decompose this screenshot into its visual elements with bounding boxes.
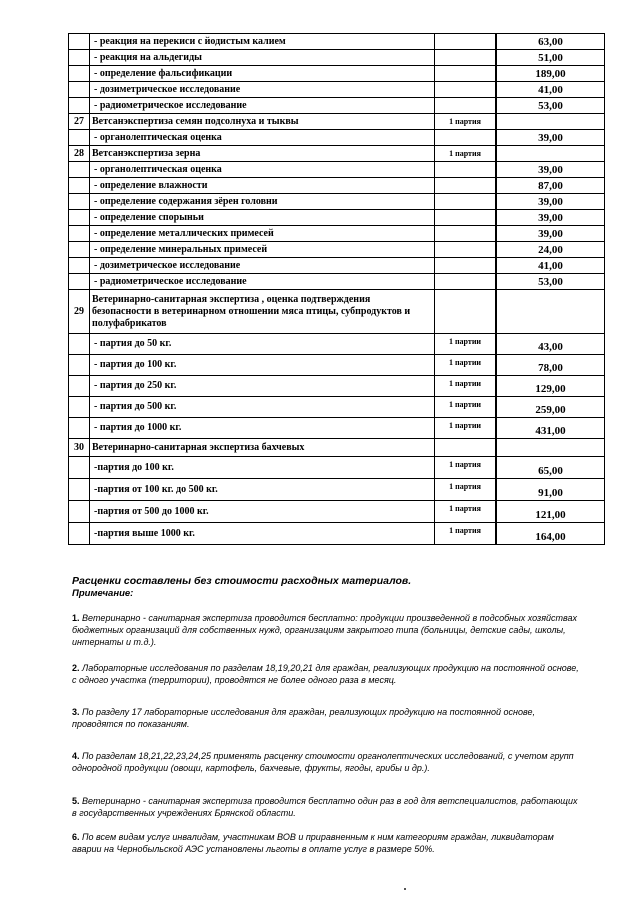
table-row xyxy=(69,82,605,98)
unit-cell: 1 партия xyxy=(435,457,497,479)
unit-cell: 1 партии xyxy=(435,334,497,355)
row-number-cell xyxy=(69,501,90,523)
unit-cell: 1 партии xyxy=(435,376,497,397)
description-cell: - определение минеральных примесей xyxy=(90,242,435,258)
price-cell: 431,00 xyxy=(496,418,605,439)
description-cell: - органолептическая оценка xyxy=(90,162,435,178)
row-number-cell xyxy=(69,334,90,355)
note-text: Ветеринарно - санитарная экспертиза проводится бесплатно: продукции произведенной в подсобных хозяйствах бюджетных организаций для собственных нужд, организациям закрытого типа (больницы, детские сады, школы, интернаты и т.д.). xyxy=(72,613,578,647)
table-row xyxy=(69,439,605,457)
row-number-cell xyxy=(69,397,90,418)
note-number: 6. xyxy=(72,832,80,842)
table-row xyxy=(69,376,605,397)
unit-cell: 1 партии xyxy=(435,397,497,418)
unit-cell: 1 партии xyxy=(435,418,497,439)
note-number: 4. xyxy=(72,751,80,761)
price-cell: 39,00 xyxy=(496,162,605,178)
row-number-cell xyxy=(69,98,90,114)
unit-cell xyxy=(435,258,497,274)
description-cell: - радиометрическое исследование xyxy=(90,98,435,114)
price-cell: 53,00 xyxy=(496,98,605,114)
notes-heading: Примечание: xyxy=(72,588,134,599)
row-number-cell xyxy=(69,418,90,439)
note-6 xyxy=(72,831,582,855)
table-row xyxy=(69,98,605,114)
description-cell: - определение спорыньи xyxy=(90,210,435,226)
description-cell: Ветсанэкспертиза семян подсолнуха и тыквы xyxy=(90,114,435,130)
unit-cell xyxy=(435,50,497,66)
note-number: 1. xyxy=(72,613,80,623)
description-cell: Ветеринарно-санитарная экспертиза бахчевых xyxy=(90,439,435,457)
table-row xyxy=(69,130,605,146)
description-cell: - органолептическая оценка xyxy=(90,130,435,146)
unit-cell xyxy=(435,439,497,457)
table-row xyxy=(69,66,605,82)
description-cell: - партия до 100 кг. xyxy=(90,355,435,376)
unit-cell xyxy=(435,162,497,178)
price-cell: 24,00 xyxy=(496,242,605,258)
table-row xyxy=(69,523,605,545)
row-number-cell xyxy=(69,210,90,226)
note-1 xyxy=(72,612,582,648)
unit-cell xyxy=(435,290,497,334)
row-number-cell xyxy=(69,226,90,242)
price-cell: 41,00 xyxy=(496,82,605,98)
description-cell: -партия от 500 до 1000 кг. xyxy=(90,501,435,523)
row-number-cell: 29 xyxy=(69,290,90,334)
row-number-cell xyxy=(69,82,90,98)
table-row xyxy=(69,210,605,226)
row-number-cell xyxy=(69,242,90,258)
row-number-cell xyxy=(69,355,90,376)
price-cell: 65,00 xyxy=(496,457,605,479)
note-number: 5. xyxy=(72,796,80,806)
unit-cell xyxy=(435,34,497,50)
note-text: По разделу 17 лабораторные исследования для граждан, реализующих продукцию на постоянной основе, проводятся по показаниям. xyxy=(72,707,535,729)
price-cell: 78,00 xyxy=(496,355,605,376)
table-row xyxy=(69,146,605,162)
unit-cell xyxy=(435,226,497,242)
note-5 xyxy=(72,795,582,819)
price-cell: 63,00 xyxy=(496,34,605,50)
note-text: Лабораторные исследования по разделам 18,19,20,21 для граждан, реализующих продукцию на постоянной основе, с одного участка (территории), проводятся не более одного раза в месяц. xyxy=(72,663,579,685)
row-number-cell: 30 xyxy=(69,439,90,457)
table-row xyxy=(69,258,605,274)
unit-cell: 1 партия xyxy=(435,501,497,523)
price-cell: 87,00 xyxy=(496,178,605,194)
note-3 xyxy=(72,706,582,730)
row-number-cell xyxy=(69,274,90,290)
description-cell: Ветсанэкспертиза зерна xyxy=(90,146,435,162)
row-number-cell xyxy=(69,34,90,50)
price-cell: 51,00 xyxy=(496,50,605,66)
table-row xyxy=(69,242,605,258)
row-number-cell xyxy=(69,50,90,66)
row-number-cell xyxy=(69,162,90,178)
unit-cell xyxy=(435,130,497,146)
table-row xyxy=(69,290,605,334)
table-row xyxy=(69,114,605,130)
description-cell: - реакция на альдегиды xyxy=(90,50,435,66)
description-cell: - определение влажности xyxy=(90,178,435,194)
price-cell: 164,00 xyxy=(496,523,605,545)
pricing-remark: Расценки составлены без стоимости расходных материалов. xyxy=(72,575,412,587)
note-4 xyxy=(72,750,582,774)
description-cell: - партия до 1000 кг. xyxy=(90,418,435,439)
price-table xyxy=(68,33,605,545)
price-cell xyxy=(496,146,605,162)
unit-cell: 1 партия xyxy=(435,114,497,130)
row-number-cell xyxy=(69,479,90,501)
table-row xyxy=(69,418,605,439)
price-cell: 91,00 xyxy=(496,479,605,501)
table-row xyxy=(69,457,605,479)
table-row xyxy=(69,501,605,523)
price-cell: 39,00 xyxy=(496,194,605,210)
row-number-cell xyxy=(69,523,90,545)
row-number-cell xyxy=(69,66,90,82)
table-row xyxy=(69,334,605,355)
description-cell: - определение фальсификации xyxy=(90,66,435,82)
table-row xyxy=(69,50,605,66)
price-cell: 259,00 xyxy=(496,397,605,418)
description-cell: - партия до 50 кг. xyxy=(90,334,435,355)
price-cell: 41,00 xyxy=(496,258,605,274)
description-cell: - определение содержания зёрен головни xyxy=(90,194,435,210)
price-cell: 189,00 xyxy=(496,66,605,82)
price-cell: 121,00 xyxy=(496,501,605,523)
description-cell: Ветеринарно-санитарная экспертиза , оценка подтверждения безопасности в ветеринарном отношении мяса птицы, субпродуктов и полуфабрикатов xyxy=(90,290,435,334)
description-cell: - дозиметрическое исследование xyxy=(90,82,435,98)
description-cell: - дозиметрическое исследование xyxy=(90,258,435,274)
price-cell: 39,00 xyxy=(496,226,605,242)
unit-cell xyxy=(435,274,497,290)
description-cell: - реакция на перекиси с йодистым калием xyxy=(90,34,435,50)
unit-cell xyxy=(435,242,497,258)
table-row xyxy=(69,162,605,178)
row-number-cell xyxy=(69,178,90,194)
table-row xyxy=(69,194,605,210)
row-number-cell xyxy=(69,130,90,146)
unit-cell xyxy=(435,82,497,98)
scan-speck xyxy=(404,888,406,890)
unit-cell xyxy=(435,194,497,210)
unit-cell xyxy=(435,98,497,114)
row-number-cell xyxy=(69,457,90,479)
description-cell: - радиометрическое исследование xyxy=(90,274,435,290)
price-cell: 39,00 xyxy=(496,130,605,146)
row-number-cell: 28 xyxy=(69,146,90,162)
price-cell xyxy=(496,114,605,130)
unit-cell xyxy=(435,210,497,226)
price-cell: 43,00 xyxy=(496,334,605,355)
note-text: По всем видам услуг инвалидам, участникам ВОВ и приравненным к ним категориям граждан, ликвидаторам аварии на Чернобыльской АЭС установлены льготы в оплате услуг в размере 50%. xyxy=(72,832,554,854)
table-row xyxy=(69,397,605,418)
price-cell xyxy=(496,290,605,334)
unit-cell xyxy=(435,66,497,82)
note-2 xyxy=(72,662,582,686)
description-cell: - партия до 250 кг. xyxy=(90,376,435,397)
description-cell: -партия до 100 кг. xyxy=(90,457,435,479)
table-row xyxy=(69,34,605,50)
note-number: 3. xyxy=(72,707,80,717)
row-number-cell: 27 xyxy=(69,114,90,130)
description-cell: - партия до 500 кг. xyxy=(90,397,435,418)
description-cell: - определение металлических примесей xyxy=(90,226,435,242)
price-cell xyxy=(496,439,605,457)
row-number-cell xyxy=(69,194,90,210)
table-row xyxy=(69,274,605,290)
table-row xyxy=(69,178,605,194)
table-row xyxy=(69,226,605,242)
price-cell: 129,00 xyxy=(496,376,605,397)
unit-cell: 1 партия xyxy=(435,146,497,162)
description-cell: -партия выше 1000 кг. xyxy=(90,523,435,545)
unit-cell xyxy=(435,178,497,194)
table-row xyxy=(69,355,605,376)
note-text: По разделам 18,21,22,23,24,25 применять расценку стоимости органолептических исследований, с учетом групп однородной продукции (овощи, картофель, бахчевые, фрукты, ягоды, грибы и др.). xyxy=(72,751,574,773)
unit-cell: 1 партия xyxy=(435,479,497,501)
row-number-cell xyxy=(69,258,90,274)
unit-cell: 1 партии xyxy=(435,355,497,376)
price-cell: 53,00 xyxy=(496,274,605,290)
note-number: 2. xyxy=(72,663,80,673)
row-number-cell xyxy=(69,376,90,397)
price-table-body xyxy=(69,34,605,545)
table-row xyxy=(69,479,605,501)
unit-cell: 1 партия xyxy=(435,523,497,545)
price-cell: 39,00 xyxy=(496,210,605,226)
description-cell: -партия от 100 кг. до 500 кг. xyxy=(90,479,435,501)
note-text: Ветеринарно - санитарная экспертиза проводится бесплатно один раз в год для ветспециалистов, работающих в государственных учреждениях Брянской области. xyxy=(72,796,578,818)
